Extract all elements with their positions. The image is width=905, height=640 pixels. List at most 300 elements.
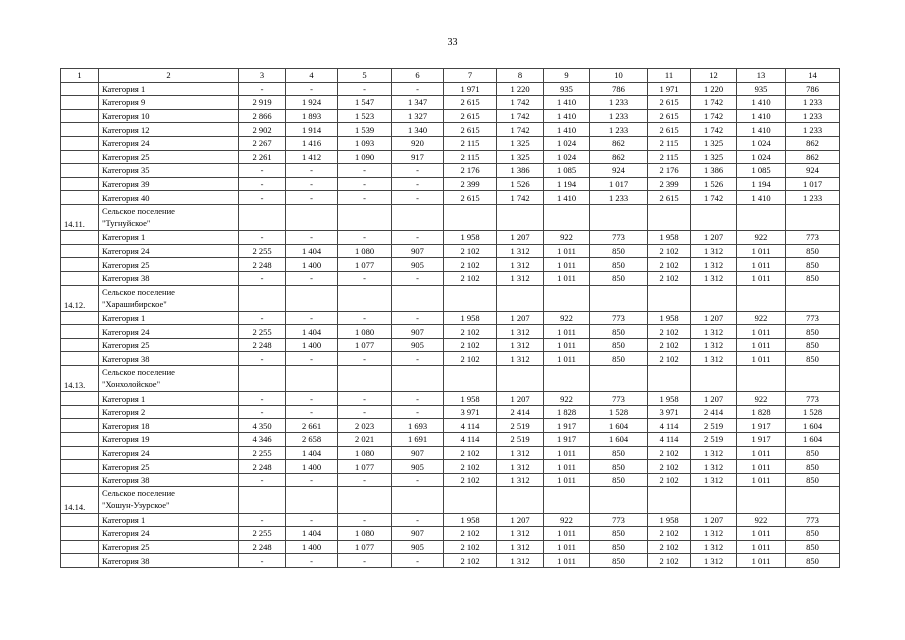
value-cell: - <box>239 513 286 527</box>
empty-cell <box>444 204 497 230</box>
empty-cell <box>648 285 691 311</box>
value-cell: 2 102 <box>444 258 497 272</box>
empty-cell <box>786 366 840 392</box>
value-cell: 1 207 <box>691 392 737 406</box>
value-cell: - <box>286 271 338 285</box>
value-cell: 850 <box>786 258 840 272</box>
value-cell: 2 102 <box>444 554 497 568</box>
value-cell: 1 011 <box>544 527 590 541</box>
value-cell: - <box>338 311 392 325</box>
category-name: Категория 38 <box>99 271 239 285</box>
section-title-line2: "Тугнуйское" <box>102 217 151 228</box>
section-title <box>99 366 239 392</box>
value-cell: 773 <box>590 392 648 406</box>
category-name: Категория 25 <box>99 460 239 474</box>
value-cell: 2 267 <box>239 136 286 150</box>
value-cell: 850 <box>590 258 648 272</box>
table-row <box>61 433 840 447</box>
category-name: Категория 25 <box>99 540 239 554</box>
value-cell: 4 114 <box>648 433 691 447</box>
value-cell: - <box>286 191 338 205</box>
value-cell: - <box>338 82 392 96</box>
value-cell: 1 742 <box>691 191 737 205</box>
empty-cell <box>286 285 338 311</box>
empty-cell <box>691 204 737 230</box>
value-cell: 1 207 <box>691 513 737 527</box>
value-cell: 1 526 <box>691 177 737 191</box>
value-cell: 1 742 <box>691 109 737 123</box>
value-cell: - <box>286 82 338 96</box>
row-number-cell <box>61 419 99 433</box>
value-cell: 2 102 <box>444 540 497 554</box>
table-row <box>61 540 840 554</box>
empty-cell <box>590 366 648 392</box>
value-cell: 1 080 <box>338 527 392 541</box>
value-cell: - <box>239 82 286 96</box>
value-cell: 907 <box>392 325 444 339</box>
value-cell: 2 615 <box>648 109 691 123</box>
value-cell: 2 102 <box>648 446 691 460</box>
value-cell: 1 233 <box>590 96 648 110</box>
value-cell: 2 866 <box>239 109 286 123</box>
col-header: 5 <box>338 69 392 83</box>
empty-cell <box>544 487 590 513</box>
category-name: Категория 1 <box>99 392 239 406</box>
value-cell: 922 <box>737 392 786 406</box>
value-cell: - <box>392 271 444 285</box>
value-cell: 2 615 <box>648 123 691 137</box>
category-name: Категория 19 <box>99 433 239 447</box>
value-cell: 1 080 <box>338 244 392 258</box>
col-header: 13 <box>737 69 786 83</box>
empty-cell <box>737 204 786 230</box>
value-cell: - <box>286 231 338 245</box>
value-cell: 1 312 <box>691 258 737 272</box>
value-cell: 850 <box>590 352 648 366</box>
table-row <box>61 244 840 258</box>
table-body <box>61 82 840 567</box>
table-row <box>61 191 840 205</box>
row-number-cell <box>61 338 99 352</box>
value-cell: 2 102 <box>648 338 691 352</box>
value-cell: 1 233 <box>786 123 840 137</box>
empty-cell <box>590 285 648 311</box>
value-cell: - <box>338 164 392 178</box>
value-cell: 1 742 <box>497 109 544 123</box>
value-cell: 1 207 <box>691 231 737 245</box>
value-cell: 1 312 <box>691 540 737 554</box>
value-cell: 773 <box>786 311 840 325</box>
value-cell: 2 248 <box>239 338 286 352</box>
value-cell: 1 085 <box>544 164 590 178</box>
value-cell: 2 414 <box>691 405 737 419</box>
value-cell: 1 526 <box>497 177 544 191</box>
value-cell: 1 011 <box>544 540 590 554</box>
section-title-line1: Сельское поселение <box>102 205 175 216</box>
row-number-cell <box>61 96 99 110</box>
category-name: Категория 18 <box>99 419 239 433</box>
value-cell: - <box>239 473 286 487</box>
value-cell: 2 615 <box>648 191 691 205</box>
empty-cell <box>648 487 691 513</box>
empty-cell <box>590 204 648 230</box>
value-cell: 1 233 <box>786 109 840 123</box>
value-cell: 2 615 <box>444 109 497 123</box>
section-header-row <box>61 285 840 311</box>
col-header: 9 <box>544 69 590 83</box>
value-cell: 1 325 <box>497 150 544 164</box>
value-cell: 2 021 <box>338 433 392 447</box>
category-name: Категория 1 <box>99 231 239 245</box>
value-cell: 1 410 <box>544 96 590 110</box>
value-cell: 1 312 <box>497 540 544 554</box>
row-number-cell <box>61 540 99 554</box>
row-number-cell <box>61 392 99 406</box>
value-cell: 1 207 <box>497 392 544 406</box>
value-cell: 2 102 <box>648 527 691 541</box>
value-cell: - <box>239 177 286 191</box>
section-title-line2: "Хошун-Узурское" <box>102 500 170 511</box>
table-row <box>61 446 840 460</box>
value-cell: 1 917 <box>737 433 786 447</box>
value-cell: 1 011 <box>544 258 590 272</box>
empty-cell <box>286 204 338 230</box>
section-title-line2: "Харашибирское" <box>102 298 167 309</box>
row-number-cell <box>61 258 99 272</box>
value-cell: 2 102 <box>444 527 497 541</box>
section-title-line1: Сельское поселение <box>102 488 175 499</box>
row-number-cell <box>61 109 99 123</box>
empty-cell <box>648 204 691 230</box>
value-cell: 2 248 <box>239 258 286 272</box>
value-cell: 1 410 <box>544 109 590 123</box>
value-cell: 1 312 <box>691 473 737 487</box>
category-name: Категория 40 <box>99 191 239 205</box>
table-row <box>61 473 840 487</box>
value-cell: 2 023 <box>338 419 392 433</box>
value-cell: 1 312 <box>691 338 737 352</box>
empty-cell <box>392 366 444 392</box>
value-cell: 1 917 <box>737 419 786 433</box>
value-cell: 2 115 <box>648 150 691 164</box>
value-cell: 1 312 <box>691 527 737 541</box>
value-cell: 1 347 <box>392 96 444 110</box>
value-cell: 1 828 <box>737 405 786 419</box>
value-cell: 2 399 <box>444 177 497 191</box>
value-cell: 2 115 <box>444 150 497 164</box>
value-cell: 1 604 <box>786 433 840 447</box>
value-cell: 1 958 <box>648 513 691 527</box>
category-name: Категория 10 <box>99 109 239 123</box>
value-cell: 1 410 <box>737 123 786 137</box>
empty-cell <box>786 285 840 311</box>
value-cell: - <box>392 352 444 366</box>
row-number-cell <box>61 405 99 419</box>
row-number-cell <box>61 433 99 447</box>
value-cell: 1 011 <box>737 446 786 460</box>
value-cell: 1 971 <box>444 82 497 96</box>
table-row <box>61 136 840 150</box>
table-row <box>61 271 840 285</box>
value-cell: 1 024 <box>737 136 786 150</box>
value-cell: 1 386 <box>691 164 737 178</box>
value-cell: 1 312 <box>497 473 544 487</box>
value-cell: - <box>338 231 392 245</box>
value-cell: 1 194 <box>737 177 786 191</box>
section-number: 14.12. <box>61 285 99 311</box>
value-cell: - <box>286 352 338 366</box>
value-cell: - <box>392 231 444 245</box>
empty-cell <box>786 204 840 230</box>
value-cell: 1 233 <box>786 191 840 205</box>
value-cell: - <box>286 311 338 325</box>
table-row <box>61 405 840 419</box>
value-cell: 1 742 <box>691 123 737 137</box>
row-number-cell <box>61 311 99 325</box>
col-header: 11 <box>648 69 691 83</box>
value-cell: 1 312 <box>497 325 544 339</box>
value-cell: 1 024 <box>737 150 786 164</box>
empty-cell <box>497 487 544 513</box>
col-header: 3 <box>239 69 286 83</box>
value-cell: 1 742 <box>691 96 737 110</box>
value-cell: 850 <box>590 325 648 339</box>
table-row <box>61 177 840 191</box>
value-cell: - <box>392 311 444 325</box>
row-number-cell <box>61 325 99 339</box>
value-cell: - <box>392 392 444 406</box>
row-number-cell <box>61 177 99 191</box>
value-cell: 4 114 <box>444 433 497 447</box>
value-cell: 1 080 <box>338 446 392 460</box>
col-header: 2 <box>99 69 239 83</box>
column-number-row <box>61 69 840 83</box>
section-title <box>99 204 239 230</box>
value-cell: - <box>338 177 392 191</box>
value-cell: 850 <box>590 473 648 487</box>
category-name: Категория 25 <box>99 338 239 352</box>
value-cell: - <box>392 473 444 487</box>
value-cell: 1 312 <box>497 258 544 272</box>
empty-cell <box>239 204 286 230</box>
value-cell: 2 102 <box>444 325 497 339</box>
value-cell: - <box>239 392 286 406</box>
value-cell: 2 102 <box>444 352 497 366</box>
value-cell: 2 102 <box>648 244 691 258</box>
table-row <box>61 527 840 541</box>
row-number-cell <box>61 191 99 205</box>
value-cell: 1 090 <box>338 150 392 164</box>
row-number-cell <box>61 123 99 137</box>
value-cell: 922 <box>737 513 786 527</box>
value-cell: 2 102 <box>444 338 497 352</box>
value-cell: - <box>286 473 338 487</box>
value-cell: - <box>392 82 444 96</box>
col-header: 14 <box>786 69 840 83</box>
value-cell: 862 <box>786 136 840 150</box>
col-header: 12 <box>691 69 737 83</box>
table-row <box>61 419 840 433</box>
value-cell: 2 414 <box>497 405 544 419</box>
value-cell: 1 011 <box>737 554 786 568</box>
value-cell: 2 102 <box>648 473 691 487</box>
value-cell: 2 102 <box>444 473 497 487</box>
value-cell: 1 958 <box>444 513 497 527</box>
empty-cell <box>648 366 691 392</box>
value-cell: 1 233 <box>590 123 648 137</box>
value-cell: 2 615 <box>444 191 497 205</box>
table-row <box>61 311 840 325</box>
value-cell: 905 <box>392 258 444 272</box>
table-row <box>61 258 840 272</box>
section-title-line1: Сельское поселение <box>102 367 175 378</box>
value-cell: 2 102 <box>648 258 691 272</box>
empty-cell <box>444 487 497 513</box>
empty-cell <box>392 487 444 513</box>
row-number-cell <box>61 352 99 366</box>
value-cell: 907 <box>392 446 444 460</box>
category-name: Категория 39 <box>99 177 239 191</box>
value-cell: 935 <box>544 82 590 96</box>
value-cell: 1 410 <box>737 191 786 205</box>
value-cell: 922 <box>737 311 786 325</box>
value-cell: 862 <box>590 136 648 150</box>
value-cell: 1 400 <box>286 258 338 272</box>
value-cell: 1 693 <box>392 419 444 433</box>
value-cell: - <box>239 191 286 205</box>
category-name: Категория 9 <box>99 96 239 110</box>
value-cell: 850 <box>786 352 840 366</box>
value-cell: 1 011 <box>737 244 786 258</box>
value-cell: 1 011 <box>737 325 786 339</box>
table-row <box>61 96 840 110</box>
value-cell: 2 519 <box>691 433 737 447</box>
value-cell: 1 312 <box>497 338 544 352</box>
value-cell: 2 615 <box>444 123 497 137</box>
value-cell: 773 <box>590 513 648 527</box>
category-name: Категория 1 <box>99 82 239 96</box>
category-name: Категория 12 <box>99 123 239 137</box>
section-title <box>99 487 239 513</box>
value-cell: - <box>392 191 444 205</box>
value-cell: 1 893 <box>286 109 338 123</box>
category-name: Категория 35 <box>99 164 239 178</box>
value-cell: 1 312 <box>691 446 737 460</box>
value-cell: 1 404 <box>286 527 338 541</box>
value-cell: - <box>286 392 338 406</box>
value-cell: 917 <box>392 150 444 164</box>
value-cell: 1 220 <box>691 82 737 96</box>
empty-cell <box>286 487 338 513</box>
row-number-cell <box>61 446 99 460</box>
value-cell: 2 176 <box>648 164 691 178</box>
page-number: 33 <box>447 37 458 48</box>
value-cell: 1 077 <box>338 338 392 352</box>
value-cell: 2 615 <box>444 96 497 110</box>
empty-cell <box>691 487 737 513</box>
value-cell: 1 011 <box>737 338 786 352</box>
value-cell: 924 <box>590 164 648 178</box>
value-cell: - <box>239 271 286 285</box>
category-name: Категория 38 <box>99 554 239 568</box>
value-cell: 1 914 <box>286 123 338 137</box>
value-cell: 1 404 <box>286 446 338 460</box>
value-cell: - <box>338 392 392 406</box>
table-row <box>61 554 840 568</box>
value-cell: 1 011 <box>544 244 590 258</box>
row-number-cell <box>61 164 99 178</box>
col-header: 10 <box>590 69 648 83</box>
value-cell: 1 011 <box>737 258 786 272</box>
empty-cell <box>737 487 786 513</box>
table-row <box>61 82 840 96</box>
table-row <box>61 513 840 527</box>
value-cell: 850 <box>786 540 840 554</box>
value-cell: 1 093 <box>338 136 392 150</box>
value-cell: - <box>338 191 392 205</box>
value-cell: 1 917 <box>544 419 590 433</box>
value-cell: 2 255 <box>239 325 286 339</box>
value-cell: 1 011 <box>544 338 590 352</box>
value-cell: 922 <box>544 231 590 245</box>
value-cell: 905 <box>392 540 444 554</box>
value-cell: 2 102 <box>444 244 497 258</box>
col-header: 1 <box>61 69 99 83</box>
value-cell: 850 <box>590 527 648 541</box>
value-cell: 1 400 <box>286 540 338 554</box>
value-cell: 907 <box>392 527 444 541</box>
value-cell: - <box>239 352 286 366</box>
category-name: Категория 1 <box>99 513 239 527</box>
value-cell: 905 <box>392 338 444 352</box>
value-cell: 850 <box>590 460 648 474</box>
value-cell: 862 <box>590 150 648 164</box>
value-cell: 1 958 <box>648 311 691 325</box>
value-cell: 2 519 <box>691 419 737 433</box>
empty-cell <box>497 204 544 230</box>
row-number-cell <box>61 554 99 568</box>
value-cell: 773 <box>786 231 840 245</box>
section-header-row <box>61 204 840 230</box>
value-cell: - <box>239 311 286 325</box>
value-cell: 1 011 <box>737 352 786 366</box>
value-cell: 2 102 <box>444 446 497 460</box>
row-number-cell <box>61 473 99 487</box>
value-cell: 1 742 <box>497 123 544 137</box>
value-cell: 1 207 <box>497 311 544 325</box>
empty-cell <box>338 204 392 230</box>
value-cell: 1 528 <box>786 405 840 419</box>
value-cell: 850 <box>590 446 648 460</box>
value-cell: - <box>286 405 338 419</box>
value-cell: 1 325 <box>691 136 737 150</box>
value-cell: 1 340 <box>392 123 444 137</box>
value-cell: 3 971 <box>444 405 497 419</box>
value-cell: 1 410 <box>544 123 590 137</box>
value-cell: 850 <box>786 244 840 258</box>
value-cell: - <box>392 177 444 191</box>
table-row <box>61 352 840 366</box>
value-cell: 1 327 <box>392 109 444 123</box>
value-cell: - <box>338 271 392 285</box>
value-cell: 1 024 <box>544 150 590 164</box>
category-name: Категория 24 <box>99 325 239 339</box>
value-cell: 1 017 <box>590 177 648 191</box>
value-cell: 1 386 <box>497 164 544 178</box>
table-row <box>61 392 840 406</box>
section-title-line2: "Хонхолойское" <box>102 379 161 390</box>
value-cell: 2 102 <box>648 460 691 474</box>
